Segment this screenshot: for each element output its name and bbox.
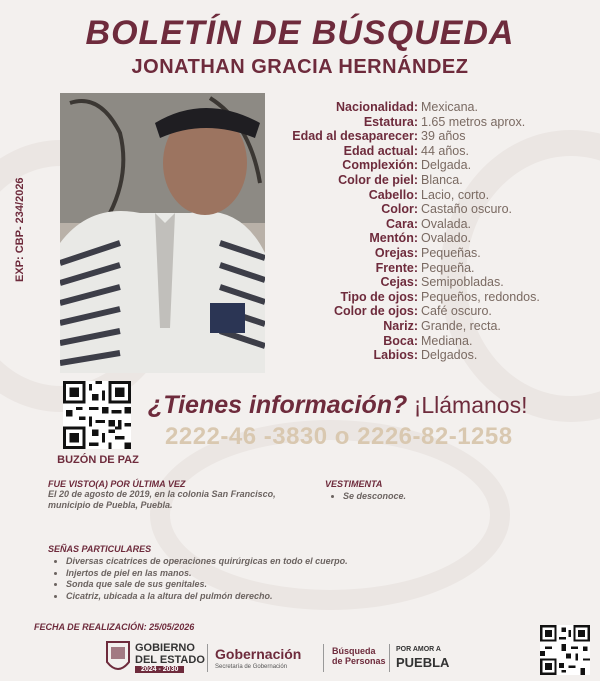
detail-row — [280, 246, 580, 261]
detail-label: Mentón: — [369, 231, 418, 246]
detail-row — [280, 129, 580, 144]
qr-code-icon — [540, 625, 590, 675]
detail-value: Pequeña. — [421, 260, 475, 275]
expediente-label: EXP: CBP- 234/2026 — [14, 177, 26, 282]
detail-value: Pequeñas. — [421, 245, 481, 260]
logo-gobernacion-sub: Secretaría de Gobernación — [215, 664, 288, 670]
detail-row — [280, 115, 580, 130]
logo-poramor-main: PUEBLA — [396, 655, 450, 670]
creation-date: FECHA DE REALIZACIÓN: 25/05/2026 — [34, 622, 195, 632]
detail-row — [280, 217, 580, 232]
call-to-action — [148, 391, 527, 420]
logo-gobernacion: Gobernación — [215, 646, 302, 662]
logo-gobierno-line2: DEL ESTADO — [135, 654, 205, 666]
detail-label: Tipo de ojos: — [340, 289, 418, 304]
cta-question: ¿Tienes información? — [148, 391, 408, 419]
detail-value: 1.65 metros aprox. — [421, 114, 526, 129]
cta-call: ¡Llámanos! — [407, 392, 528, 418]
detail-row — [280, 348, 580, 363]
person-photo — [60, 93, 265, 373]
detail-label: Labios: — [373, 348, 418, 363]
detail-label: Color: — [381, 202, 418, 217]
detail-value: Mediana. — [421, 333, 473, 348]
detail-value: Castaño oscuro. — [421, 202, 513, 217]
detail-label: Color de ojos: — [333, 304, 418, 319]
detail-row — [280, 158, 580, 173]
person-photo-image — [60, 93, 265, 373]
detail-value: Grande, recta. — [421, 318, 501, 333]
detail-row — [280, 144, 580, 159]
detail-value: Blanca. — [421, 172, 463, 187]
qr-code-icon — [63, 381, 131, 449]
detail-value: Café oscuro. — [421, 304, 492, 319]
detail-value: Delgados. — [421, 348, 478, 363]
marks-list — [48, 556, 448, 602]
distinguishing-marks-section — [48, 544, 448, 602]
detail-row — [280, 231, 580, 246]
divider — [389, 644, 390, 672]
detail-label: Edad actual: — [343, 143, 418, 158]
footer-qr-code[interactable] — [540, 625, 590, 675]
detail-row — [280, 202, 580, 217]
logo-poramor-top: POR AMOR A — [396, 646, 441, 653]
buzon-qr-code[interactable] — [63, 381, 131, 449]
detail-label: Edad al desaparecer: — [292, 129, 418, 144]
detail-label: Complexión: — [342, 158, 418, 173]
list-item: • Se desconoce. — [343, 491, 525, 503]
logo-busqueda-line1: Búsqueda — [332, 646, 376, 656]
detail-label: Boca: — [383, 333, 418, 348]
detail-row — [280, 188, 580, 203]
clothing-section — [325, 479, 525, 503]
footer-logos — [105, 638, 465, 678]
clothing-title: VESTIMENTA — [325, 479, 383, 489]
list-item: • Injertos de piel en las manos. — [66, 568, 448, 580]
phone-numbers[interactable]: 2222-46 -3830 o 2226-82-1258 — [165, 423, 513, 450]
last-seen-section — [48, 479, 298, 511]
detail-value: 39 años — [421, 129, 466, 144]
detail-label: Frente: — [375, 260, 418, 275]
missing-person-name: JONATHAN GRACIA HERNÁNDEZ — [131, 56, 469, 78]
logo-busqueda-line2: de Personas — [332, 656, 386, 666]
detail-label: Estatura: — [363, 114, 418, 129]
logo-gobierno-years: 2024 - 2030 — [135, 666, 184, 673]
detail-value: 44 años. — [421, 143, 469, 158]
list-item: • Sonda que sale de sus genitales. — [66, 579, 448, 591]
detail-row — [280, 334, 580, 349]
detail-label: Nacionalidad: — [336, 100, 418, 114]
buzon-de-paz-label: BUZÓN DE PAZ — [57, 454, 139, 466]
state-crest-icon — [105, 640, 131, 676]
marks-title: SEÑAS PARTICULARES — [48, 544, 152, 554]
detail-row — [280, 290, 580, 305]
detail-row — [280, 304, 580, 319]
detail-label: Cejas: — [380, 275, 418, 290]
physical-description — [280, 100, 580, 363]
detail-row — [280, 261, 580, 276]
detail-value: Delgada. — [421, 158, 472, 173]
detail-value: Mexicana. — [421, 100, 478, 114]
detail-value: Semipobladas. — [421, 275, 504, 290]
last-seen-title: FUE VISTO(A) POR ÚLTIMA VEZ — [48, 479, 186, 489]
detail-label: Color de piel: — [338, 172, 418, 187]
detail-row — [280, 319, 580, 334]
last-seen-text: El 20 de agosto de 2019, en la colonia San Francisco, municipio de Puebla, Puebla. — [48, 489, 276, 510]
detail-value: Ovalado. — [421, 231, 472, 246]
detail-row — [280, 173, 580, 188]
detail-row — [280, 275, 580, 290]
divider — [207, 644, 208, 672]
divider — [323, 644, 324, 672]
list-item: • Cicatriz, ubicada a la altura del pulmón derecho. — [66, 591, 448, 603]
clothing-list — [325, 491, 525, 503]
detail-row — [280, 100, 580, 115]
detail-value: Ovalada. — [421, 216, 472, 231]
detail-value: Pequeños, redondos. — [421, 289, 540, 304]
detail-label: Cara: — [386, 216, 418, 231]
logo-gobierno-line1: GOBIERNO — [135, 642, 195, 654]
detail-label: Cabello: — [368, 187, 418, 202]
list-item: • Diversas cicatrices de operaciones quirúrgicas en todo el cuerpo. — [66, 556, 448, 568]
detail-label: Nariz: — [383, 318, 418, 333]
bulletin-title: BOLETÍN DE BÚSQUEDA — [85, 14, 515, 52]
detail-label: Orejas: — [374, 245, 418, 260]
detail-value: Lacio, corto. — [421, 187, 490, 202]
